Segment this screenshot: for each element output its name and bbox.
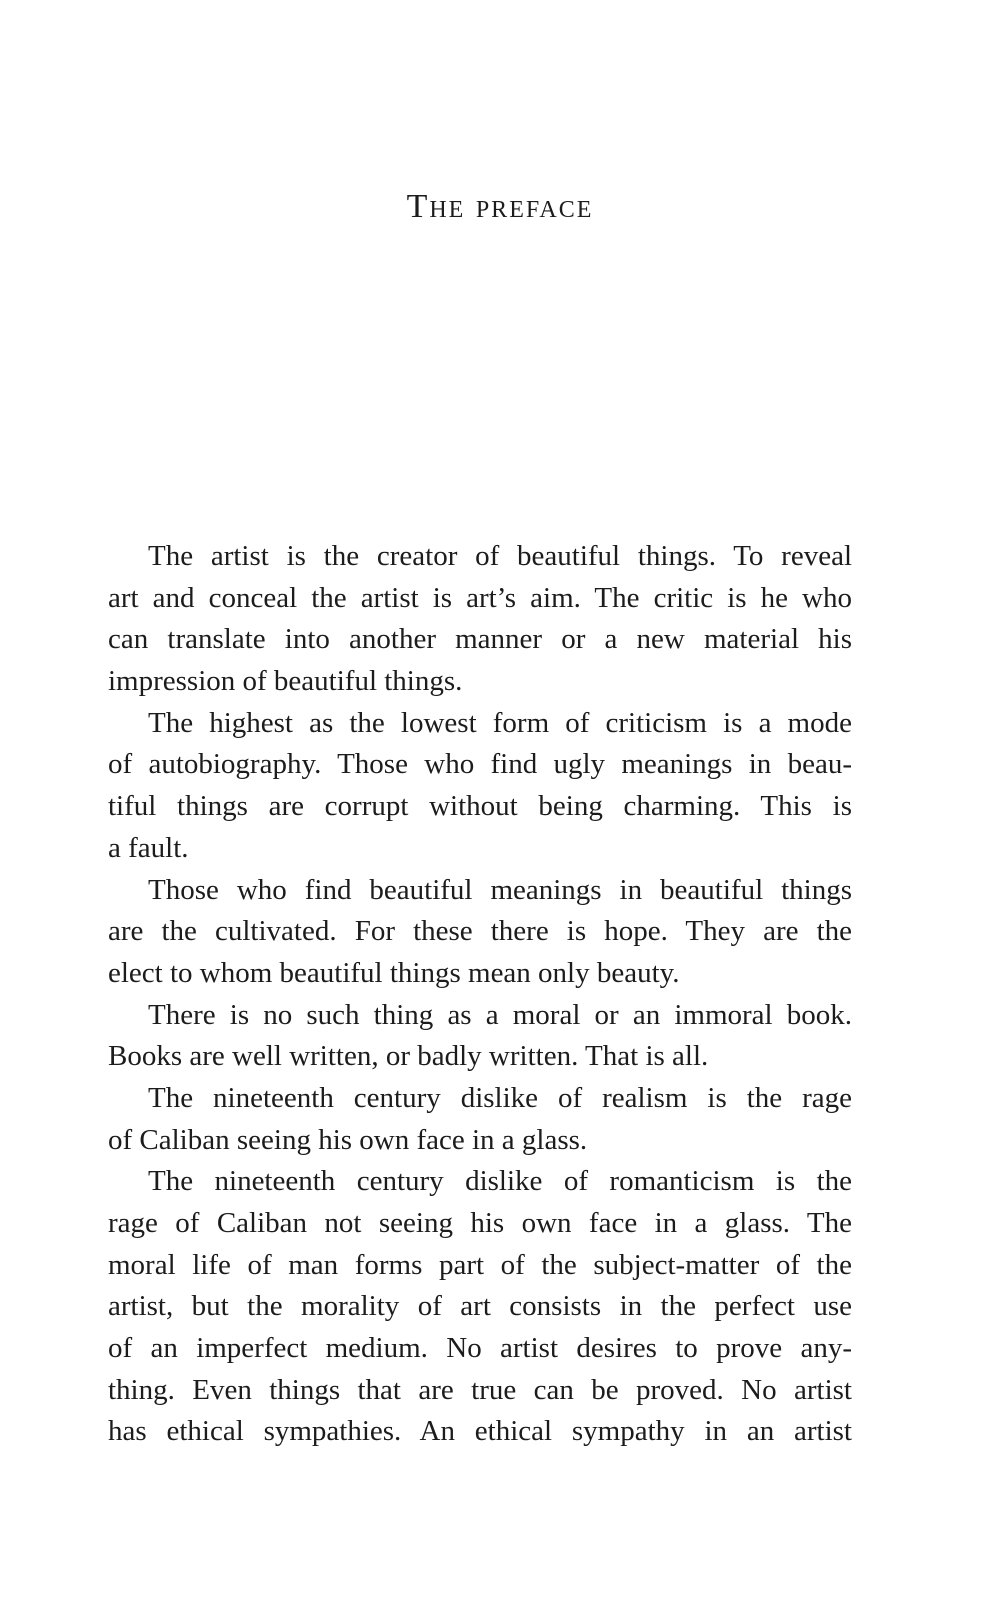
text-line: There is no such thing as a moral or an immoral book. [148,998,852,1031]
text-line: a fault. [108,831,189,864]
text-line: The artist is the creator of beautiful things. To reveal [148,540,852,572]
text-line: artist, but the morality of art consists in the perfect use [108,1290,852,1323]
text-line: rage of Caliban not seeing his own face in a glass. The [108,1207,852,1239]
body-text [108,536,852,1453]
text-line: impression of beautiful things. [108,665,463,698]
text-line: has ethical sympathies. An ethical sympathy in an artist [108,1415,852,1448]
text-line: can translate into another manner or a new material his [108,623,852,656]
text-line: The nineteenth century dislike of realism is the rage [148,1081,852,1114]
text-line: moral life of man forms part of the subject-matter of the [108,1248,852,1281]
text-line: The highest as the lowest form of criticism is a mode [148,706,852,739]
text-line: are the cultivated. For these there is hope. They are the [108,915,852,948]
text-line: Books are well written, or badly written. That is all. [108,1040,709,1073]
text-line: of autobiography. Those who find ugly meanings in beau- [108,748,852,781]
text-line: tiful things are corrupt without being charming. This is [108,790,852,823]
text-line: art and conceal the artist is art’s aim. The critic is he who [108,581,852,614]
text-line: Those who find beautiful meanings in beautiful things [148,873,852,906]
text-line: of an imperfect medium. No artist desires to prove any- [108,1332,852,1365]
text-line: of Caliban seeing his own face in a glass. [108,1123,588,1156]
chapter-title: The preface [406,188,594,225]
text-line: thing. Even things that are true can be proved. No artist [108,1373,852,1406]
text-line: elect to whom beautiful things mean only beauty. [108,956,680,989]
text-line: The nineteenth century dislike of romanticism is the [148,1165,852,1198]
